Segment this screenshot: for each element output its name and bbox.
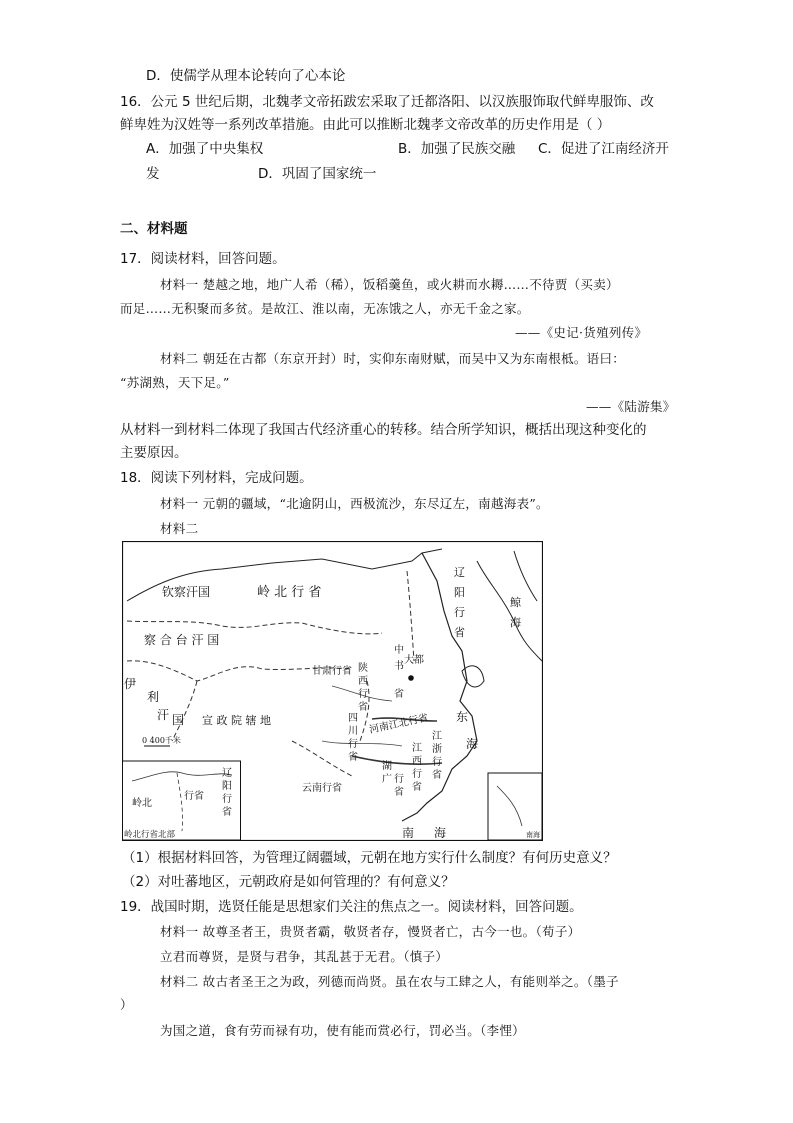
map-label-liaoyang-2: 阳 bbox=[454, 586, 465, 599]
q18-material1: 材料一 元朝的疆域，“北逾阴山，西极流沙，东尽辽左，南越海表”。 bbox=[160, 496, 549, 511]
q19-m2-line2: ） bbox=[120, 997, 133, 1012]
map-label-jiangzhe-1: 江 bbox=[432, 731, 442, 742]
map-label-sea-jing-1: 鲸 bbox=[510, 596, 521, 609]
q15-option-d: D．使儒学从理本论转向了心本论 bbox=[146, 68, 346, 84]
map-label-shaanxi-2: 西 bbox=[358, 676, 368, 687]
q17-question-line1: 从材料一到材料二体现了我国古代经济重心的转移。结合所学知识，概括出现这种变化的 bbox=[120, 422, 647, 438]
q16-stem-line2: 鲜卑姓为汉姓等一系列改革措施。由此可以推断北魏孝文帝改革的历史作用是（ ） bbox=[120, 117, 611, 133]
map-label-yili-4: 国 bbox=[172, 713, 185, 727]
map-label-zhongshu-3: 省 bbox=[394, 689, 404, 700]
q19-stem: 19．战国时期，选贤任能是思想家们关注的焦点之一。阅读材料，回答问题。 bbox=[120, 899, 583, 915]
map-label-sea-south: 海 bbox=[434, 826, 447, 840]
q16-stem-line1: 16．公元 5 世纪后期，北魏孝文帝拓跋宏采取了迁都洛阳、以汉族服饰取代鲜卑服饰、改 bbox=[120, 94, 654, 110]
q17-stem: 17．阅读材料，回答问题。 bbox=[120, 251, 286, 267]
map-label-jiangzhe-3: 行 bbox=[432, 757, 442, 768]
q17-question-line2: 主要原因。 bbox=[120, 445, 188, 461]
map-label-chahetai: 察 合 台 汗 国 bbox=[144, 633, 220, 647]
map-label-dadu: 大都 bbox=[404, 655, 424, 666]
inset-label-liaoyang-3: 行 bbox=[222, 794, 232, 805]
map-label-liaoyang-4: 省 bbox=[454, 626, 465, 639]
map-label-jiangxi-3: 行 bbox=[412, 769, 422, 780]
inset-label-xingsheng: 行省 bbox=[184, 791, 204, 802]
q17-material2-line2: “苏湖熟，天下足。” bbox=[120, 375, 230, 390]
q16-option-c: C．促进了江南经济开 bbox=[538, 141, 669, 157]
map-label-jiangxi-2: 西 bbox=[412, 756, 422, 767]
map-label-sichuan-3: 行 bbox=[348, 739, 358, 750]
q18-sub2: （2）对吐蕃地区，元朝政府是如何管理的？有何意义？ bbox=[122, 874, 455, 890]
q17-material1-line2: 而足……无积聚而多贫。是故江、淮以南，无冻饿之人，亦无千金之家。 bbox=[120, 301, 530, 316]
section-title: 二、材料题 bbox=[120, 221, 188, 237]
inset-caption-nanhai: 南海 bbox=[526, 831, 540, 839]
q19-m1-line1: 材料一 故尊圣者王，贵贤者霸，敬贤者存，慢贤者亡，古今一也。（荀子） bbox=[160, 924, 581, 939]
map-label-zhongshu-1: 中 bbox=[394, 645, 404, 656]
inset-label-liaoyang-4: 省 bbox=[222, 807, 232, 818]
map-label-yili-2: 利 bbox=[147, 690, 160, 704]
q17-material2-line1: 材料二 朝廷在古都（东京开封）时，实仰东南财赋，而吴中又为东南根柢。语曰： bbox=[160, 351, 626, 366]
q18-sub1: （1）根据材料回答，为管理辽阔疆域，元朝在地方实行什么制度？有何历史意义？ bbox=[122, 850, 617, 866]
map-label-zhongshu-2: 书 bbox=[394, 661, 404, 672]
map-label-sea-jing-2: 海 bbox=[510, 616, 521, 629]
map-label-xuanzheng: 宣 政 院 辖 地 bbox=[202, 714, 271, 727]
map-label-sichuan-1: 四 bbox=[348, 713, 358, 724]
q16-option-b: B．加强了民族交融 bbox=[398, 141, 516, 157]
map-label-yili-1: 伊 bbox=[124, 677, 137, 691]
q18-stem: 18．阅读下列材料，完成问题。 bbox=[120, 470, 313, 486]
map-label-liaoyang-1: 辽 bbox=[454, 566, 465, 579]
map-label-sichuan-2: 川 bbox=[348, 726, 358, 737]
q19-m2-line1: 材料二 故古者圣王之为政，列德而尚贤。虽在农与工肆之人，有能则举之。（墨子 bbox=[160, 974, 619, 989]
q17-material2-source: ——《陆游集》 bbox=[586, 399, 676, 414]
map-label-huguang-2: 广 bbox=[382, 774, 392, 785]
q17-material1-source: ——《史记·货殖列传》 bbox=[515, 325, 648, 340]
q16-option-c-cont: 发 bbox=[146, 166, 160, 182]
q18-material2-label: 材料二 bbox=[160, 521, 199, 536]
map-label-qincha: 钦察汗国 bbox=[162, 585, 211, 599]
q19-m2-line3: 为国之道，食有劳而禄有功，使有能而赏必行，罚必当。（李悝） bbox=[160, 1023, 525, 1038]
q16-option-a: A．加强了中央集权 bbox=[146, 141, 264, 157]
q19-m1-line2: 立君而尊贤，是贤与君争，其乱甚于无君。（慎子） bbox=[160, 949, 449, 964]
map-label-jiangzhe-4: 省 bbox=[432, 770, 442, 781]
inset-label-liaoyang-2: 阳 bbox=[222, 781, 232, 792]
map-label-jiangxi-1: 江 bbox=[412, 743, 422, 754]
q17-material1-line1: 材料一 楚越之地，地广人希（稀），饭稻羹鱼，或火耕而水耨……不待贾（买卖） bbox=[160, 277, 619, 292]
map-label-liaoyang-3: 行 bbox=[454, 606, 465, 619]
map-label-lingbei: 岭 北 行 省 bbox=[257, 585, 322, 600]
map-label-yunnan: 云南行省 bbox=[302, 783, 342, 794]
inset-caption-lingbei: 岭北行省北部 bbox=[124, 830, 176, 840]
map-label-shaanxi-1: 陕 bbox=[358, 663, 368, 674]
inset-label-liaoyang-1: 辽 bbox=[222, 768, 232, 779]
map-label-shaanxi-3: 行 bbox=[358, 689, 368, 700]
map-label-sea-east: 海 bbox=[466, 737, 479, 751]
map-label-huguang-1: 湖 bbox=[382, 761, 392, 772]
map-label-east: 东 bbox=[456, 710, 469, 724]
map-label-henan: 河南江北行省 bbox=[368, 712, 430, 736]
map-label-shaanxi-4: 省 bbox=[358, 702, 368, 713]
map-label-jiangxi-4: 省 bbox=[412, 782, 422, 793]
map-label-gansu: 甘肃行省 bbox=[312, 666, 352, 677]
inset-label-lingbei: 岭北 bbox=[132, 798, 152, 809]
map-label-south: 南 bbox=[402, 826, 415, 840]
map-label-sichuan-4: 省 bbox=[348, 752, 358, 763]
map-label-jiangzhe-2: 浙 bbox=[432, 744, 442, 755]
map-scale: 0 400千米 bbox=[142, 736, 181, 745]
map-label-huguang-4: 省 bbox=[394, 787, 404, 798]
q16-option-d: D．巩固了国家统一 bbox=[258, 166, 377, 182]
map-label-huguang-3: 行 bbox=[394, 774, 404, 785]
yuan-dynasty-map bbox=[122, 541, 543, 841]
map-label-yili-3: 汗 bbox=[157, 708, 170, 722]
